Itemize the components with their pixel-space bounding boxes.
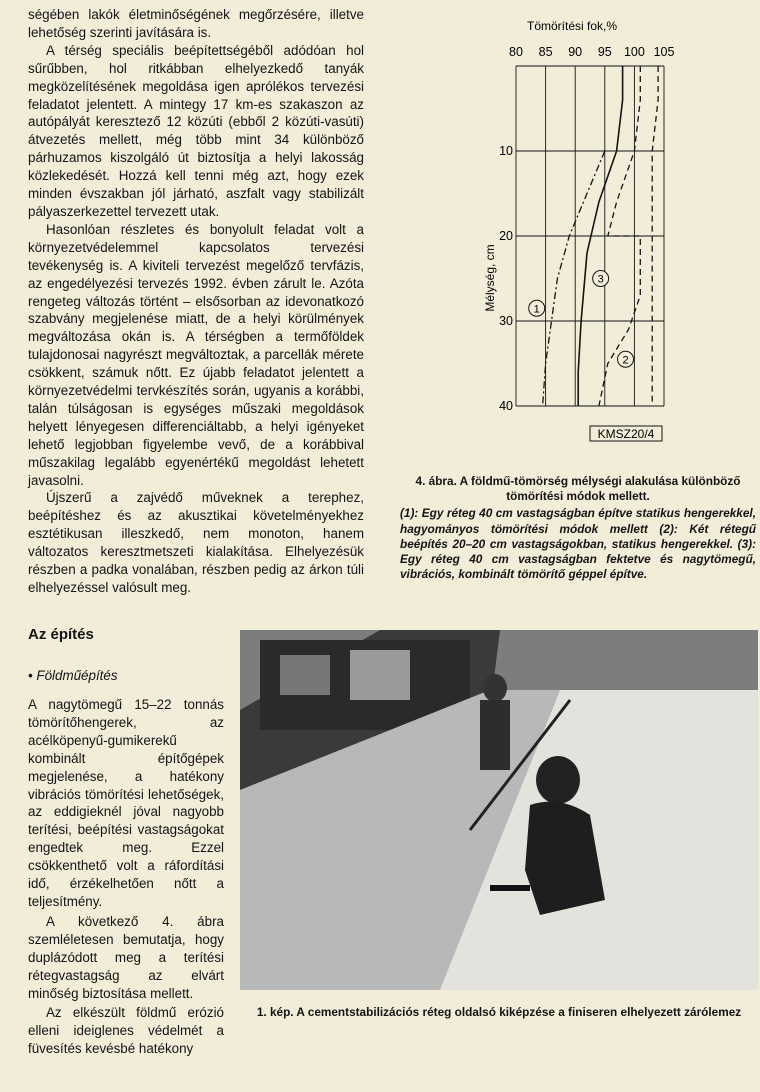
annotation-label: 1 [533, 303, 540, 316]
figure-caption-notes: (1): Egy réteg 40 cm vastagságban építve statikus hengerekkel, hagyományos tömörítési módok mellett (2): Két rétegű beépítés 20–20 cm vastagságokban, statikus hengerekkel. (3): Egy réteg 40 cm vastagságban fektetve és nagytömegű, vibrációs, kombinált tömörítő géppel építve. [400, 506, 756, 582]
grid [516, 66, 664, 406]
paragraph: Az elkészült földmű erózió elleni ideiglenes védelmét a füvesítés kevésbé hatékony [28, 1005, 224, 1057]
photo-caption: 1. kép. A cementstabilizációs réteg oldalsó kiképzése a finiseren elhelyezett zárólemez [256, 1005, 742, 1019]
article-body [28, 6, 364, 597]
x-tick-labels [509, 45, 674, 59]
x-tick-label: 100 [623, 45, 645, 59]
y-axis-label: Mélység, cm [483, 244, 497, 312]
construction-photo [240, 630, 758, 990]
paragraph: Hasonlóan részletes és bonyolult feladat volt a környezetvédelemmel kapcsolatos tervezési tevékenység is. A kiviteli tervezést megelőző tervfázis, az engedélyezési tervezés 1992. évben zárult le. Azóta rengeteg változás történt – elsősorban az idevonatkozó szabvány megjelenése miatt, de a helyi körülmények megváltozása okán is. A térségben a termőföldek tulajdonosai nagyrészt megváltoztak, a parcellák mérete csökkent, számuk nőtt. Ez újabb feladatot jelentett a környezetvédelmi tervkészítés során, ugyanis a korábbi, talán túlságosan is egységes műszaki megoldások helyett lényegesen differenciáltabb, a helyi igényeket lehető legjobban figyelembe vevő, de a korábbival műszakilag legalább egyenértékű megoldást lehetett javasolni. [28, 221, 364, 488]
paragraph: A nagytömegű 15–22 tonnás tömörítőhengerek, az acélköpenyű-gumikerekű kombinált építőgépek megjelenése, a hatékony vibrációs tömörítési lehetőségek, az eddigieknél jóval nagyobb terítési, beépítési vastagságokat engedtek meg. Ezzel csökkenthető volt a ráfordítási idő, érzékelhetően nőtt a teljesítmény. [28, 697, 224, 909]
x-tick-label: 95 [597, 45, 612, 59]
paragraph: Újszerű a zajvédő műveknek a terephez, beépítéshez és az akusztikai követelményekhez esztétikusan illeszkedő, nem monoton, hanem változatos keresztmetszeti kialakítása. Elhelyezésük részben a padka vonalában, részben pedig az árkon túli elhelyezéssel valósult meg. [28, 490, 364, 595]
y-tick-labels [499, 144, 513, 413]
section-title: Az építés [28, 626, 94, 643]
photo-illustration [240, 630, 758, 990]
figure-code: KMSZ20/4 [597, 427, 655, 441]
paragraph: ségében lakók életminőségének megőrzésére, illetve lehetőség szerinti javítására is. [28, 7, 364, 40]
figure-caption [400, 474, 756, 582]
compaction-chart [468, 8, 688, 448]
x-tick-label: 85 [538, 45, 553, 59]
y-tick-label: 30 [499, 314, 513, 328]
y-tick-label: 40 [499, 399, 513, 413]
x-tick-label: 90 [568, 45, 583, 59]
figure-caption-title: 4. ábra. A földmű-tömörség mélységi alakulása különböző tömörítési módok mellett. [415, 474, 741, 504]
annotation-label: 2 [622, 354, 629, 367]
chart-title: Tömörítési fok,% [526, 19, 618, 33]
left-column-text [28, 696, 224, 1058]
x-tick-label: 80 [509, 45, 523, 59]
figure-chart [468, 8, 688, 448]
y-tick-label: 20 [499, 229, 513, 243]
y-tick-label: 10 [499, 144, 513, 158]
x-tick-label: 105 [653, 45, 675, 59]
subsection-title: • Földműépítés [28, 668, 118, 683]
paragraph: A következő 4. ábra szemléletesen bemutatja, hogy duplázódott meg a terítési rétegvastagság az elvárt minőség biztosítása mellett. [28, 913, 224, 1001]
paragraph: A térség speciális beépítettségéből adódóan hol sűrűbben, hol ritkábban elhelyezkedő tanyák megközelítésének megoldása igen aprólékos tervezési feladatot jelentett. A mintegy 17 km-es szakaszon az autópályát keresztező 12 közúti (ebből 2 közúti-vasúti) átvezetés mellett, még több mint 34 különböző párhuzamos kiszolgáló út biztosítja a helyi lakosság közlekedését. Hozzá kell tenni még azt, hogy ezek minden évszakban jól járható, aszfalt vagy stabilizált pályaszerkezettel tervezett utak. [28, 42, 364, 219]
annotation-label: 3 [597, 273, 604, 286]
